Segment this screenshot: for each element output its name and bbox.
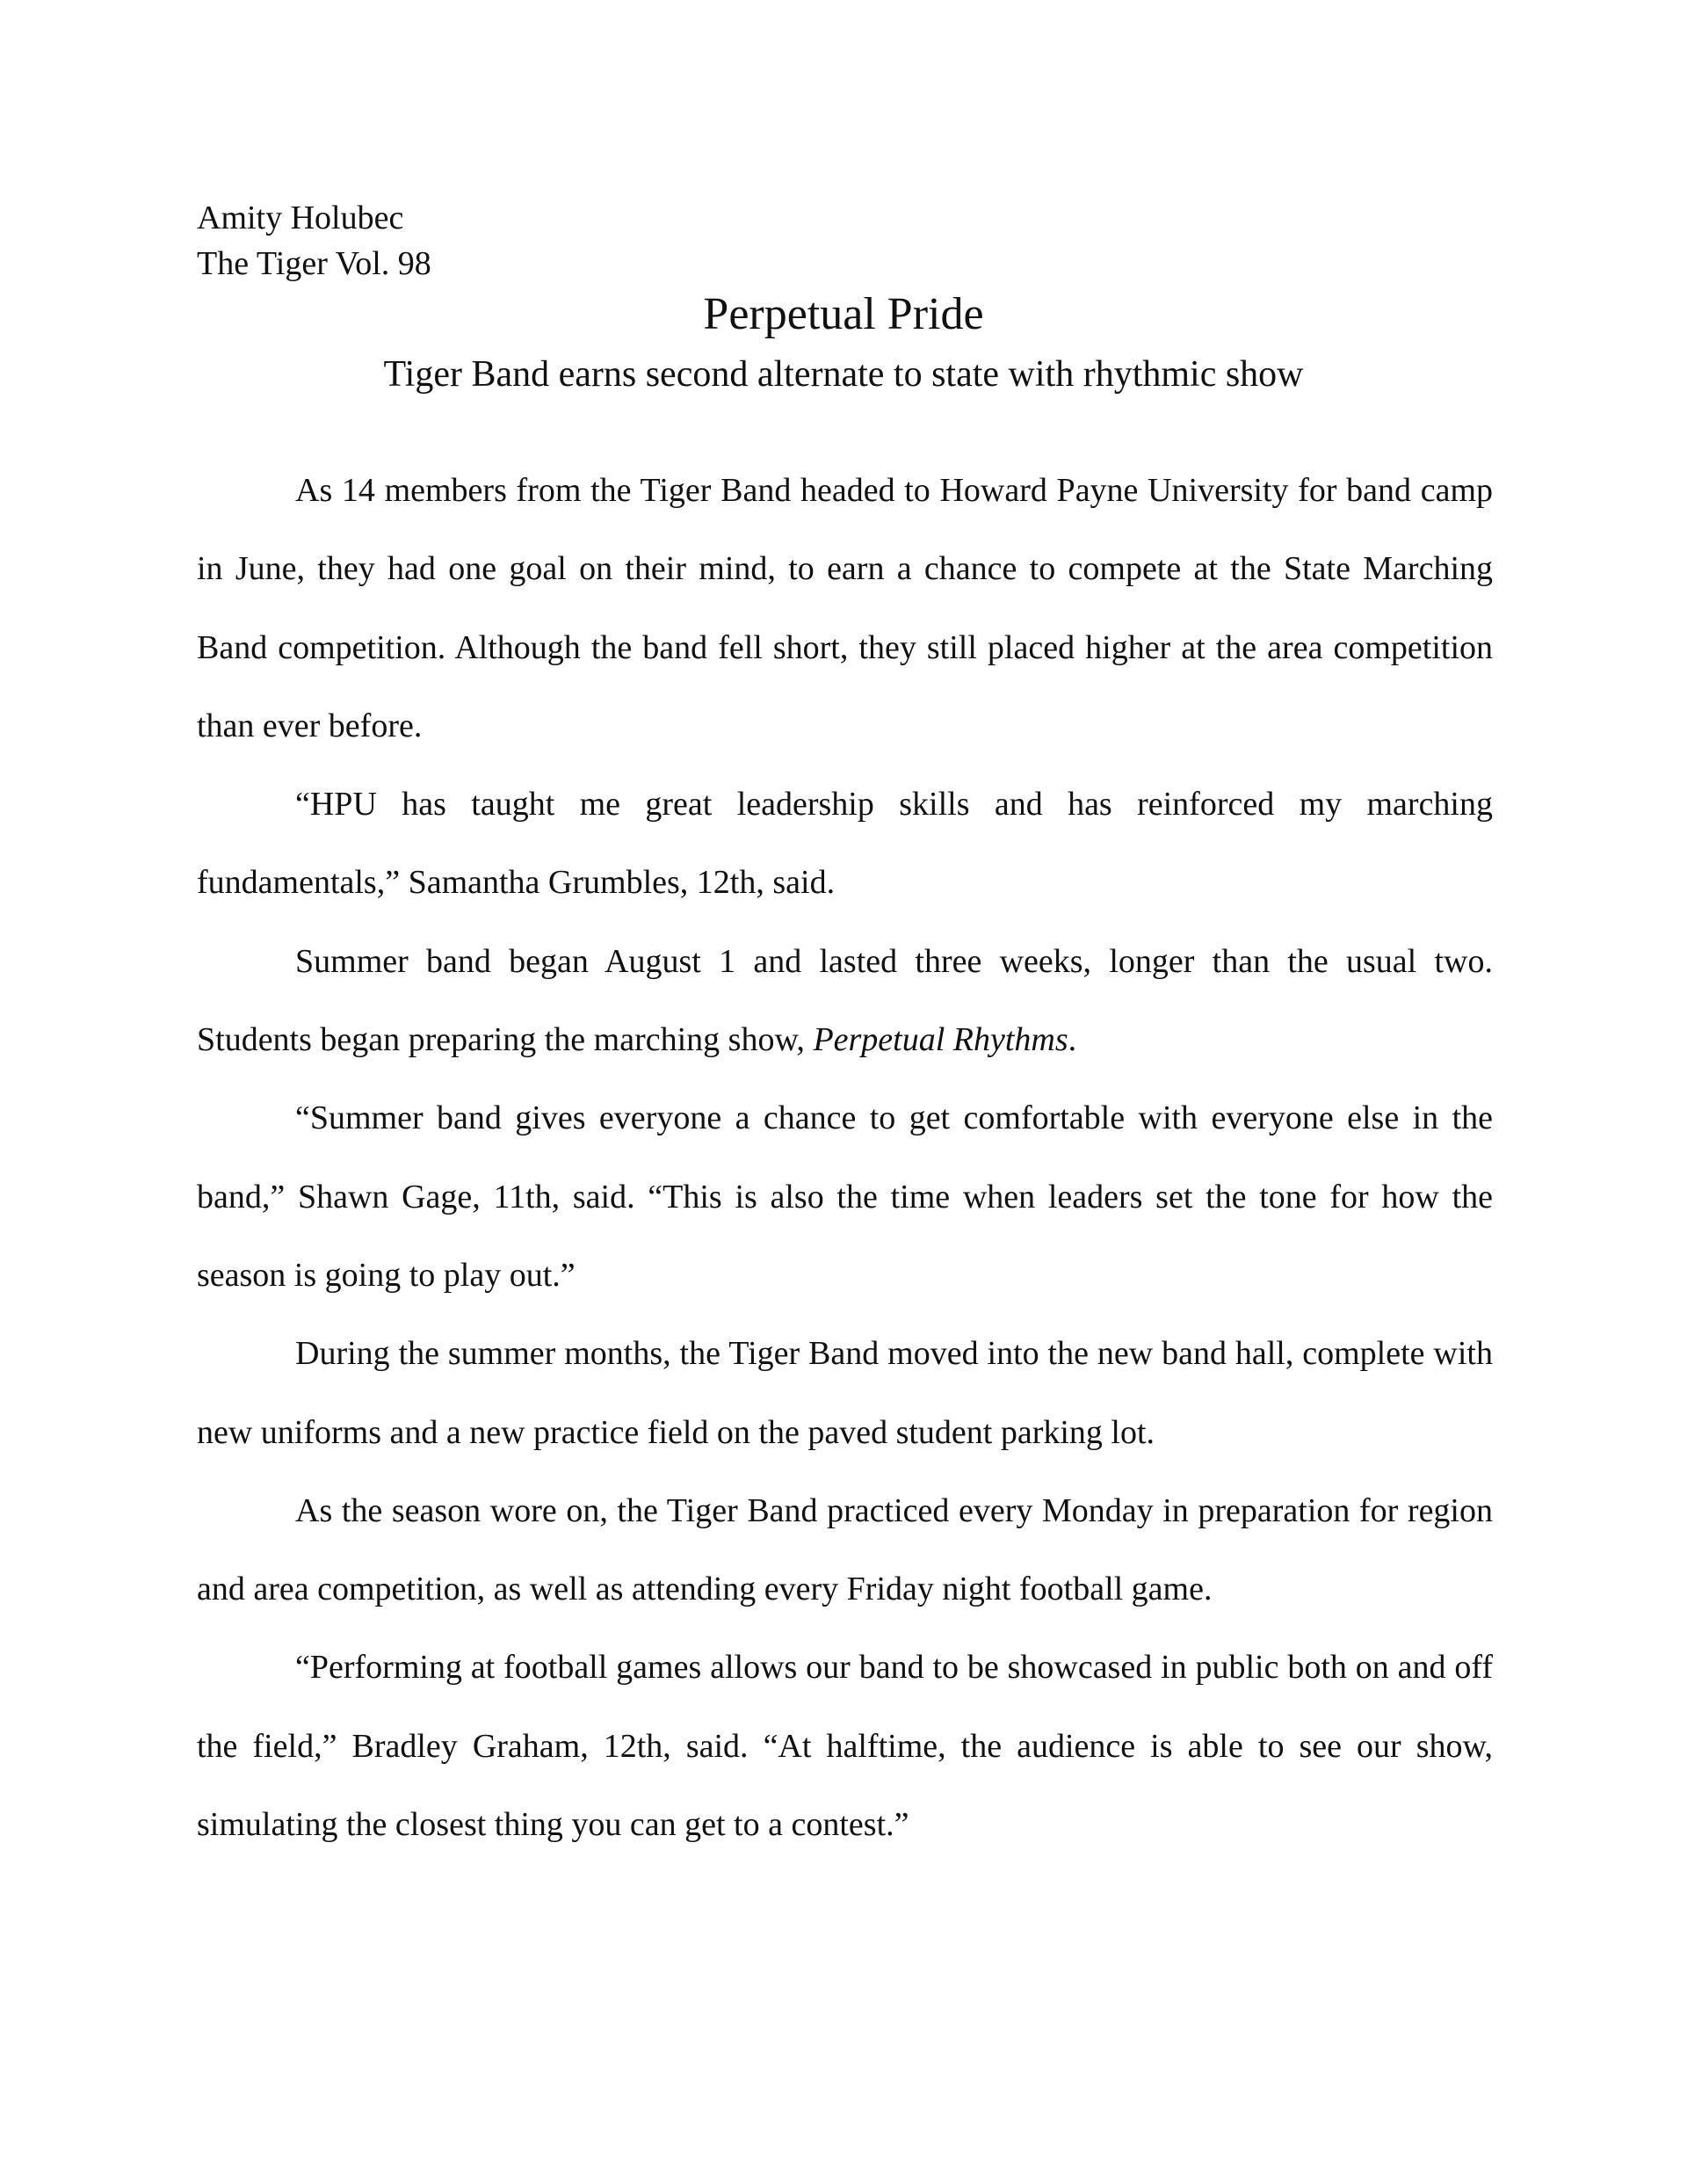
article-body bbox=[197, 452, 1493, 1864]
author-name: Amity Holubec bbox=[197, 200, 404, 236]
article-header bbox=[197, 195, 431, 287]
paragraph-band-hall: During the summer months, the Tiger Band moved into the new band hall, complete with new uniforms and a new practice field on the paved student parking lot. bbox=[197, 1335, 1493, 1451]
publication-name: The Tiger Vol. 98 bbox=[197, 245, 431, 282]
article-subtitle: Tiger Band earns second alternate to state with rhythmic show bbox=[383, 354, 1304, 395]
summer-band-end: . bbox=[1068, 1021, 1077, 1059]
paragraph-quote-grumbles: “HPU has taught me great leadership skills and has reinforced my marching fundamentals,” Samantha Grumbles, 12th, said. bbox=[197, 786, 1493, 902]
paragraph-quote-gage: “Summer band gives everyone a chance to get comfortable with everyone else in the band,” Shawn Gage, 11th, said. “This is also the time when leaders set the tone for how the season is going to play out.” bbox=[197, 1099, 1493, 1294]
summer-band-text: Summer band began August 1 and lasted three weeks, longer than the usual two. Students began preparing the marching show, bbox=[197, 942, 1493, 1059]
article-title: Perpetual Pride bbox=[703, 289, 984, 339]
paragraph-quote-graham: “Performing at football games allows our band to be showcased in public both on and off the field,” Bradley Graham, 12th, said. “At halftime, the audience is able to see our show, simulating the closest thing you can get to a contest.” bbox=[197, 1649, 1493, 1844]
paragraph-season: As the season wore on, the Tiger Band practiced every Monday in preparation for region and area competition, as well as attending every Friday night football game. bbox=[197, 1491, 1493, 1608]
show-title: Perpetual Rhythms bbox=[813, 1021, 1068, 1059]
paragraph-summer-band bbox=[197, 923, 1493, 1080]
paragraph-band-camp: As 14 members from the Tiger Band headed to Howard Payne University for band camp in June, they had one goal on their mind, to earn a chance to compete at the State Marching Band competition. Although the band fell short, they still placed higher at the area competition than ever before. bbox=[197, 472, 1493, 744]
